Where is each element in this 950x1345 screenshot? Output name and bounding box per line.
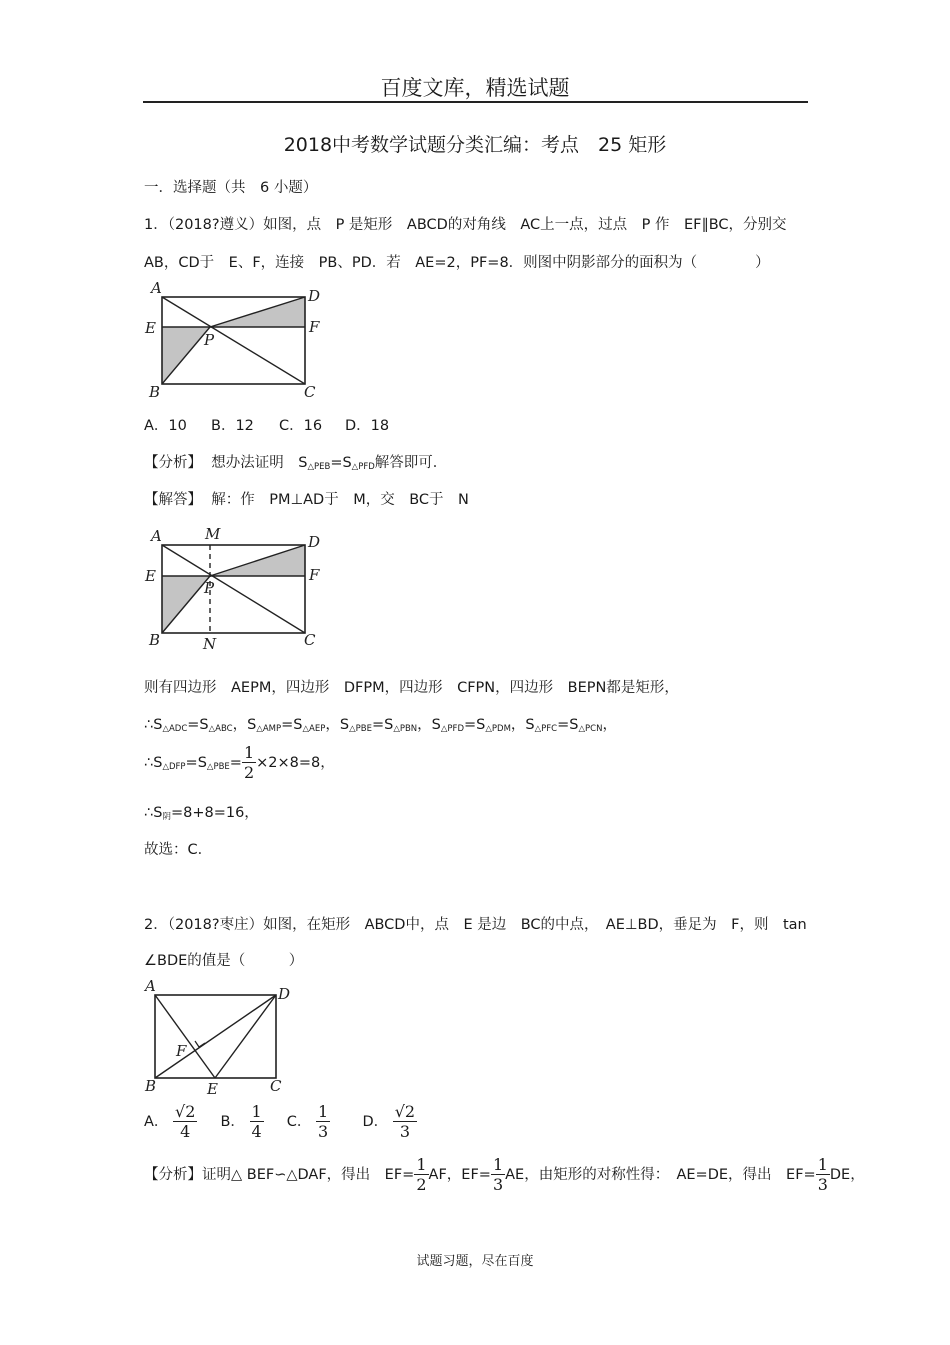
q2-option-d-label: D． xyxy=(362,1114,389,1130)
label-F: F xyxy=(176,1042,187,1060)
q1-solution-line2: $\therefore S_{\triangle ADC}=S_{\triangle ABC}$，$S_{\triangle AMP}=S_{\triangle AEP}$，$S_{\triangle PBE}=S_{\triangle PBN}$，$S_{\triangle PFD}=S_{\triangle PDM}$，$S_{\triangle PFC}=S_{\triangle PCN}$， xyxy=(144,717,617,734)
label-B: B xyxy=(145,1077,157,1095)
q2-stem-line1: 2．（2018?枣庄）如图，在矩形 ABCD中，点 E 是边 BC的中点， AE⊥BD，垂足为 F，则 tan xyxy=(144,917,807,933)
q2-option-a-fraction: $\frac{√2}{4}$ xyxy=(175,1102,196,1141)
q1-stem-line1: 1．（2018?遵义）如图，点 P 是矩形 ABCD的对角线 AC上一点，过点 P 作 EF∥BC，分别交 xyxy=(144,217,787,233)
document-title: 2018中考数学试题分类汇编：考点 25 矩形 xyxy=(283,134,667,156)
q1-answer: 【解答】 解：作 PM⊥AD于 M，交 BC于 N xyxy=(144,492,469,508)
q2-option-a-label: A． xyxy=(144,1114,169,1130)
label-C: C xyxy=(270,1077,282,1095)
q2-options xyxy=(144,1104,417,1140)
label-C: C xyxy=(304,383,316,401)
label-E: E xyxy=(145,319,156,337)
label-N: N xyxy=(203,635,217,653)
label-P: P xyxy=(204,579,215,597)
q1-option-d: D．18 xyxy=(345,418,390,434)
q2-right-angle-mark xyxy=(195,1041,205,1047)
q2-option-c-label: C． xyxy=(286,1114,312,1130)
q2-figure xyxy=(140,975,310,1097)
page-footer: 试题习题，尽在百度 xyxy=(416,1254,534,1269)
q1-solution-line3: $\therefore S_{\triangle DFP}=S_{\triangle PBE}=$ $\frac{1}{2}$ ×2×8=8， xyxy=(144,743,335,782)
q1-analysis: 【分析】 想办法证明 $S_{\triangle PEB}=S_{\triangle PFD}$解答即可． xyxy=(144,455,448,472)
header-rule xyxy=(143,101,808,103)
q1-stem-line2: AB，CD于 E、F，连接 PB、PD．若 AE=2，PF=8．则图中阴影部分的面积为（ ） xyxy=(144,255,770,271)
q1-choice: 故选：C． xyxy=(144,842,213,858)
label-F: F xyxy=(309,566,320,584)
section-heading: 一．选择题（共 6 小题） xyxy=(144,180,318,196)
label-M: M xyxy=(205,525,221,543)
label-C: C xyxy=(304,631,316,649)
q1-option-b: B．12 xyxy=(211,418,254,434)
label-E: E xyxy=(145,567,156,585)
q1-option-c: C．16 xyxy=(279,418,323,434)
q1-solution-figure xyxy=(140,522,340,657)
q1-solution-line4: $\therefore S_阴=8+8=16$， xyxy=(144,805,259,822)
label-P: P xyxy=(204,331,215,349)
q2-option-c-fraction: $\frac{1}{3}$ xyxy=(317,1102,329,1141)
label-D: D xyxy=(308,533,321,551)
label-E: E xyxy=(207,1080,218,1097)
label-A: A xyxy=(151,527,162,545)
q2-option-b-fraction: $\frac{1}{4}$ xyxy=(251,1102,262,1141)
label-A: A xyxy=(151,280,162,297)
label-D: D xyxy=(308,287,321,305)
q2-option-d-fraction: $\frac{√2}{3}$ xyxy=(394,1102,416,1141)
fraction-one-half: $\frac{1}{2}$ xyxy=(243,743,255,782)
label-F: F xyxy=(309,318,320,336)
q2-stem-line2: ∠BDE的值是（ ） xyxy=(144,953,304,969)
q1-solution-line1: 则有四边形 AEPM，四边形 DFPM，四边形 CFPN，四边形 BEPN都是矩形， xyxy=(144,680,679,696)
label-D: D xyxy=(278,985,291,1003)
page-header: 百度文库，精选试题 xyxy=(380,76,570,100)
label-B: B xyxy=(149,383,161,401)
q2-option-b-label: B． xyxy=(220,1114,245,1130)
q2-analysis: 【分析】证明△ BEF∽△DAF，得出 EF= $\frac{1}{2}$ AF，EF= $\frac{1}{3}$ AE，由矩形的对称性得： AE=DE，得出 EF= $\frac{1}{3}$ DE， xyxy=(144,1155,865,1194)
q1-figure xyxy=(140,280,340,405)
label-A: A xyxy=(145,977,156,995)
q1-option-a: A．10 xyxy=(144,418,187,434)
label-B: B xyxy=(149,631,161,649)
